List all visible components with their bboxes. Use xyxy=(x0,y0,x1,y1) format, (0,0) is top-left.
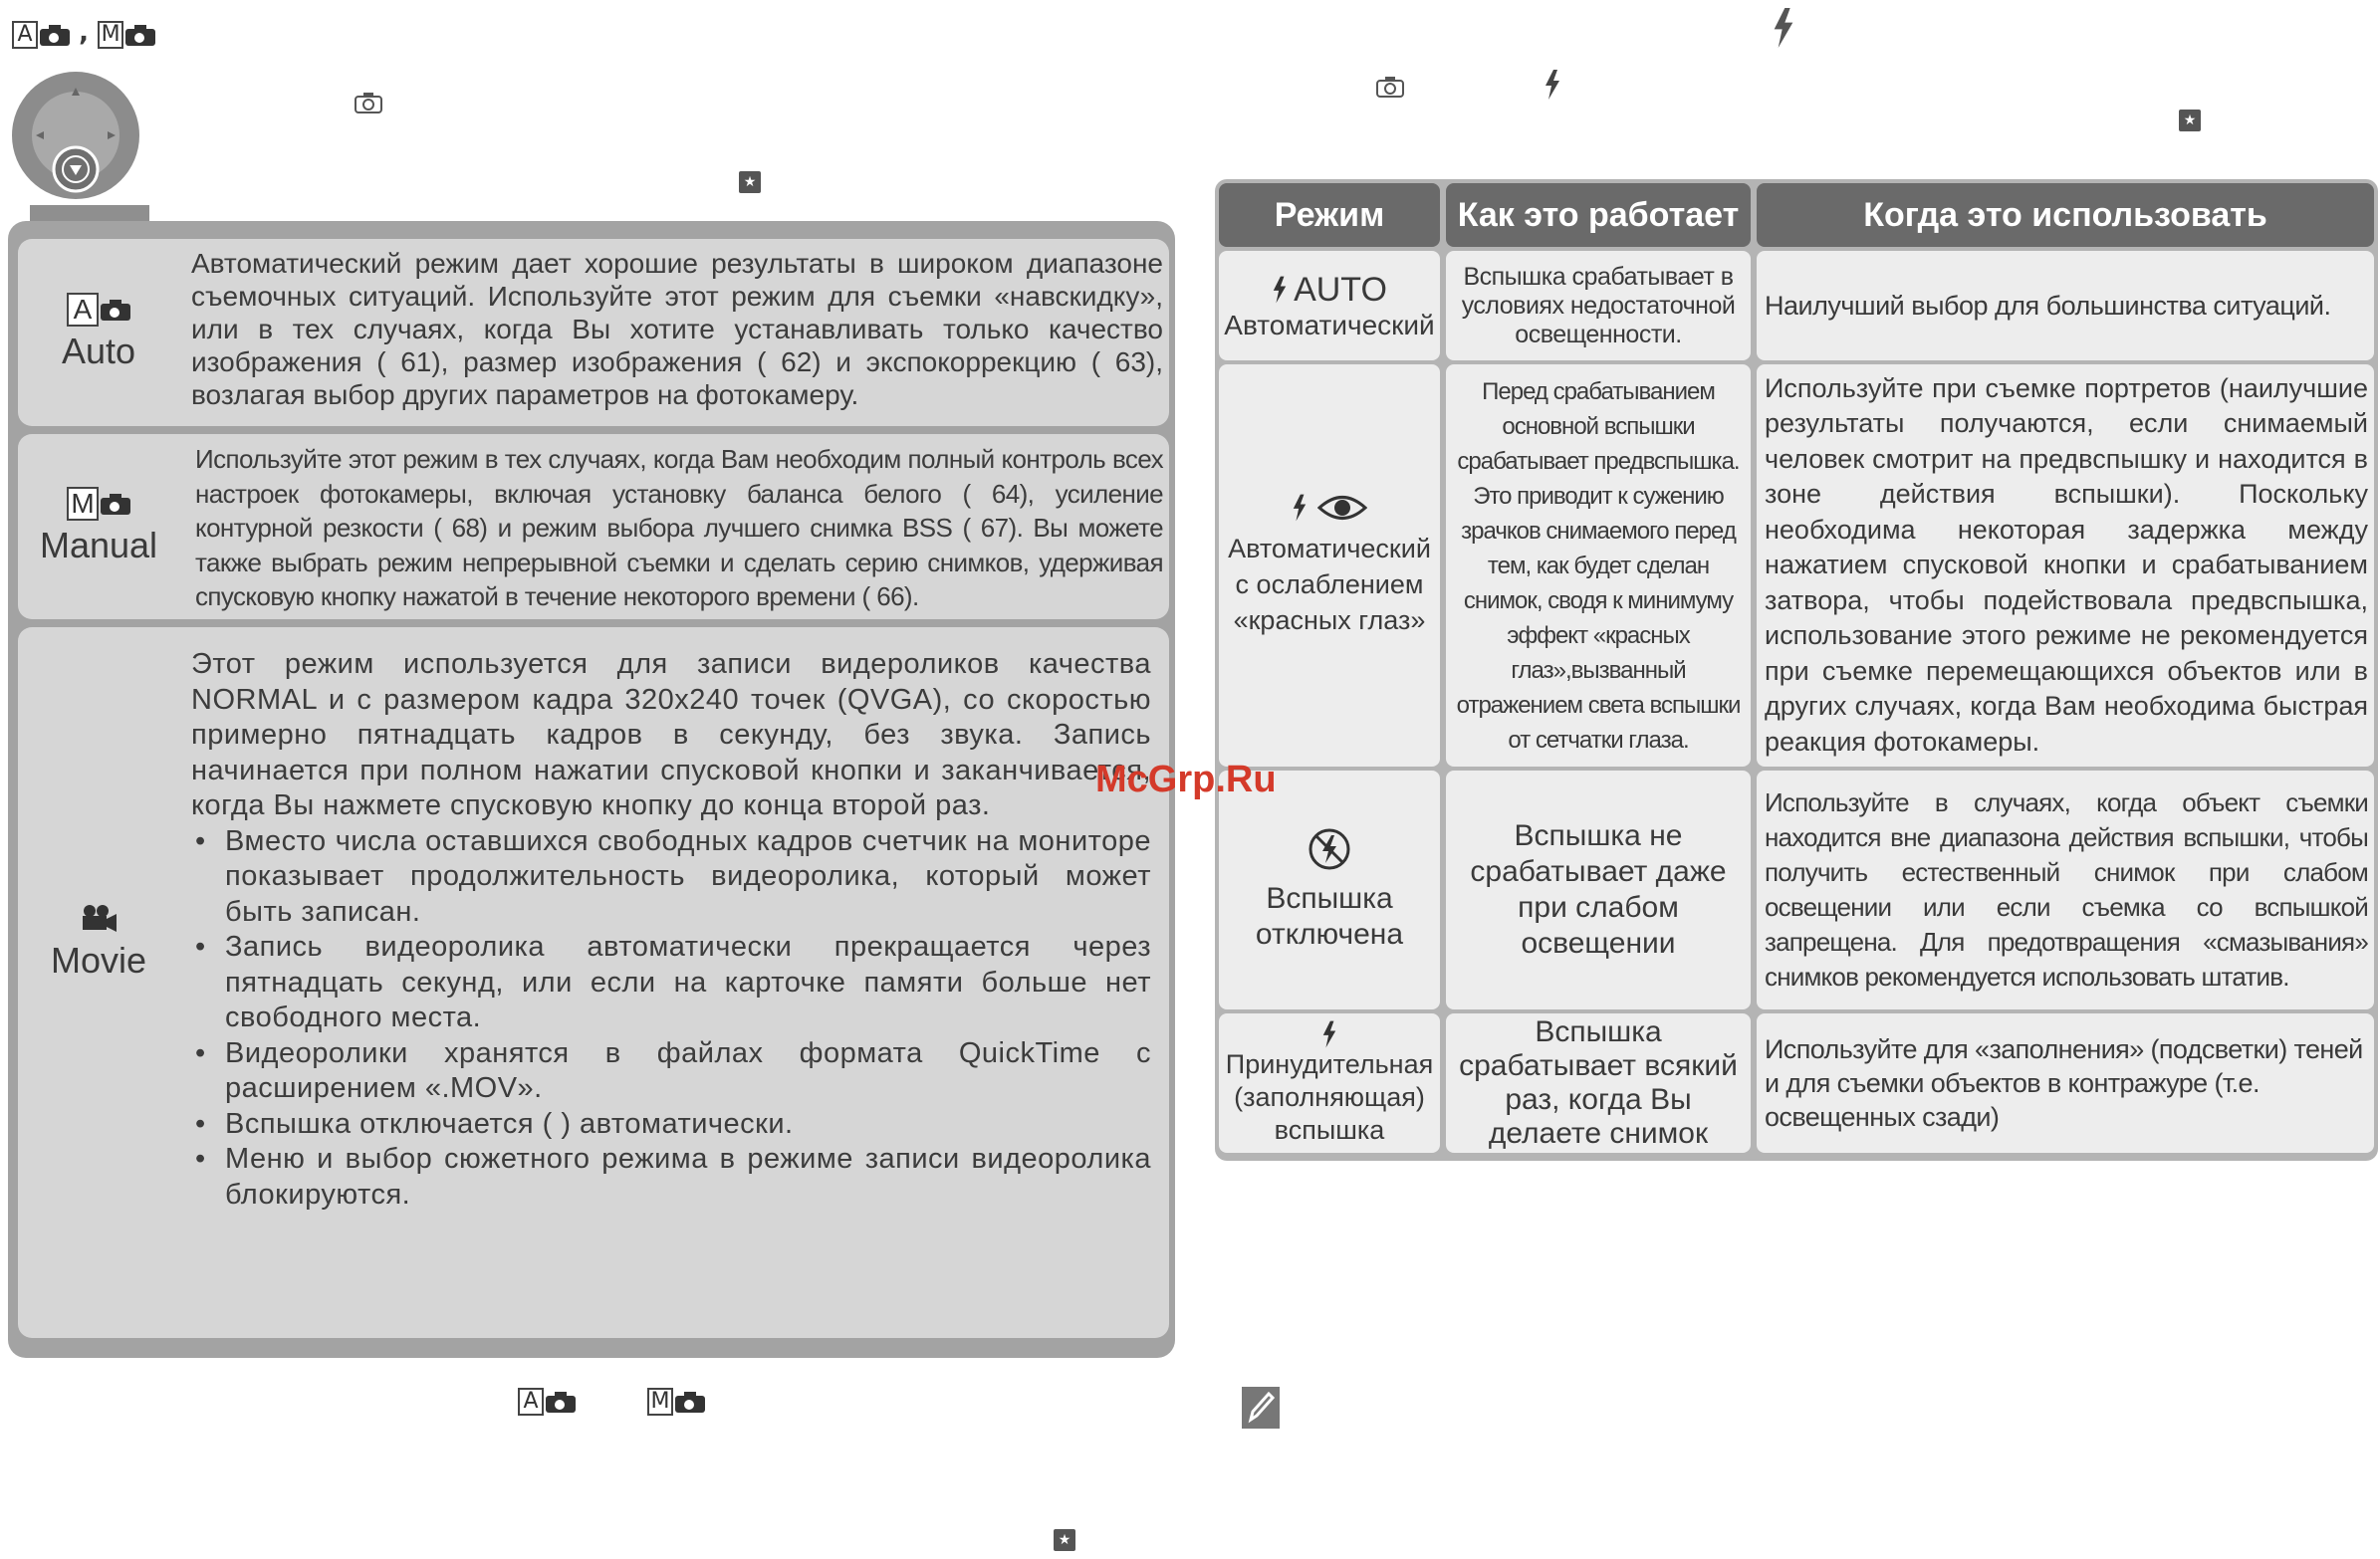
manual-mode-label-block xyxy=(18,434,179,619)
camera-icon xyxy=(1376,76,1404,102)
table-row-off-mode xyxy=(1219,771,1440,1009)
movie-mode-label-block xyxy=(18,627,179,1258)
auto-mode-label-block xyxy=(18,239,179,426)
table-row-redeye-how: Перед срабатыванием основной вспышки срабатывает предвспышка. Это приводит к сужению зрачков снимаемого перед тем, как будет сделан снимок, сводя к минимуму эффект «красных глаз»,вызванный отражением света вспышки от сетчатки глаза. xyxy=(1446,364,1751,767)
flash-icon xyxy=(1292,494,1308,522)
camera-icon xyxy=(355,92,382,117)
redeye-flash-label: Автоматический с ослаблением «красных глаз» xyxy=(1228,534,1431,635)
auto-mode-icon: A xyxy=(67,293,130,327)
movie-notes-list xyxy=(191,824,1151,1214)
flash-icon xyxy=(1544,70,1561,104)
table-row-redeye-when: Используйте при съемке портретов (наилучшие результаты получаются, если снимаемый человек смотрит на предвспышку и находится в зоне действия вспышки). Поскольку необходима некоторая задержка между нажатием спусковой кнопки и срабатыванием затвора, чтобы подействовала предвспышка, использование этого режиме не рекомендуется при съемке перемещающихся объектов или в других случаях, когда Вам необходима быстрая реакция фотокамеры. xyxy=(1757,364,2374,767)
movie-mode-label: Movie xyxy=(50,940,147,981)
page-ref-icon: ★ xyxy=(2179,110,2201,131)
table-row-fill-mode xyxy=(1219,1013,1440,1153)
table-row-auto-how: Вспышка срабатывает в условиях недостаточной освещенности. xyxy=(1446,251,1751,360)
fill-flash-label: Принудительная (заполняющая) вспышка xyxy=(1225,1048,1434,1145)
header-mode-icons xyxy=(12,18,155,49)
table-row-fill-how: Вспышка срабатывает всякий раз, когда Вы делаете снимок xyxy=(1446,1013,1751,1153)
auto-flash-title: AUTO xyxy=(1294,270,1387,309)
auto-flash-label: Автоматический xyxy=(1224,309,1435,340)
table-row-fill-when: Используйте для «заполнения» (подсветки) теней и для съемки объектов в контражуре (т.е. освещенных сзади) xyxy=(1757,1013,2374,1153)
flash-icon xyxy=(1321,1020,1337,1048)
movie-intro: Этот режим используется для записи видероликов качества NORMAL и с размером кадра 320x240 точек (QVGA), со скоростью примерно пятнадцать кадров в секунду, без звука. Запись начинается при полном нажатии спусковой кнопки и заканчивается, когда Вы нажмете спусковую кнопку до конца второй раз. xyxy=(191,648,1151,821)
movie-mode-description xyxy=(191,647,1151,1213)
auto-mode-description: Автоматический режим дает хорошие результаты в широком диапазоне съемочных ситуаций. Используйте этот режим для съемки «навскидку», или в тех случаях, когда Вы хотите устанавливать только качество изображения ( 61), размер изображения ( 62) и экспокоррекцию ( 63), возлагая выбор других параметров на фотокамеру. xyxy=(191,248,1163,410)
page-ref-icon: ★ xyxy=(739,171,761,193)
movie-mode-card xyxy=(18,627,1169,1338)
table-row-auto-when: Наилучший выбор для большинства ситуаций. xyxy=(1757,251,2374,360)
flash-icon xyxy=(1771,8,1796,52)
auto-mode-card xyxy=(18,239,1169,426)
table-row-off-how: Вспышка не срабатывает даже при слабом освещении xyxy=(1446,771,1751,1009)
auto-mode-icon: A xyxy=(518,1388,576,1416)
flash-icon xyxy=(1272,276,1288,304)
watermark: McGrp.Ru xyxy=(1095,759,1277,800)
auto-mode-icon: A xyxy=(12,21,70,49)
movie-note: • Вспышка отключается ( ) автоматически. xyxy=(191,1107,1151,1143)
flash-off-icon xyxy=(1308,827,1351,871)
manual-mode-description: Используйте этот режим в тех случаях, когда Вам необходим полный контроль всех настроек фотокамеры, включая установку баланса белого ( 64), усиление контурной резкости ( 68) и режим выбора лучшего снимка BSS ( 67). Вы можете также выбрать режим непрерывной съемки и сделать серию снимков, удерживая спусковую кнопку нажатой в течение некоторого времени ( 66). xyxy=(195,444,1163,611)
manual-mode-label: Manual xyxy=(39,525,158,565)
manual-mode-icon: M xyxy=(647,1388,705,1416)
movie-note: • Запись видеоролика автоматически прекращается через пятнадцать секунд, или если на карточке памяти больше нет свободного места. xyxy=(191,930,1151,1036)
manual-mode-icon: M xyxy=(98,21,155,49)
header-separator: , xyxy=(79,18,89,48)
table-header-how: Как это работает xyxy=(1446,183,1751,247)
manual-mode-icon: M xyxy=(67,487,130,521)
table-header-when: Когда это использовать xyxy=(1757,183,2374,247)
movie-note: • Меню и выбор сюжетного режима в режиме записи видеоролика блокируются. xyxy=(191,1142,1151,1213)
auto-mode-label: Auto xyxy=(61,331,136,371)
table-row-auto-mode xyxy=(1219,251,1440,360)
note-pencil-icon xyxy=(1241,1386,1281,1434)
off-flash-label: Вспышка отключена xyxy=(1255,882,1404,951)
page-ref-icon: ★ xyxy=(1054,1529,1075,1551)
table-header-mode: Режим xyxy=(1219,183,1440,247)
manual-mode-card xyxy=(18,434,1169,619)
table-row-off-when: Используйте в случаях, когда объект съемки находится вне диапазона действия вспышки, чтобы получить естественный снимок при слабом освещении или если съемка со вспышкой запрещена. Для предотвращения «смазывания» снимков рекомендуется использовать штатив. xyxy=(1757,771,2374,1009)
red-eye-icon xyxy=(1317,493,1367,523)
table-row-redeye-mode xyxy=(1219,364,1440,767)
movie-note: • Видеоролики хранятся в файлах формата QuickTime с расширением «.MOV». xyxy=(191,1036,1151,1107)
flash-mode-table xyxy=(1215,179,2378,1161)
movie-note: • Вместо числа оставшихся свободных кадров счетчик на мониторе показывает продолжительность видеоролика, который может быть записан. xyxy=(191,824,1151,931)
movie-camera-icon xyxy=(79,904,119,934)
